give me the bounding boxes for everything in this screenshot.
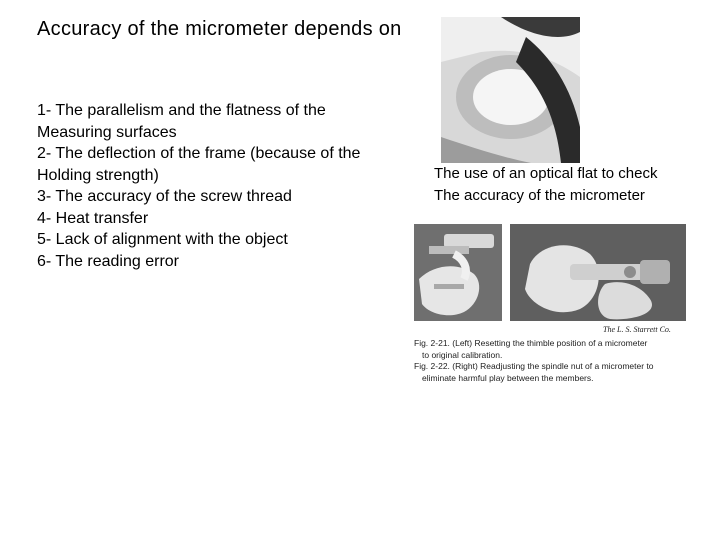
caption-line: The use of an optical flat to check	[434, 165, 658, 182]
photo-caption	[434, 163, 714, 206]
optical-flat-photo	[441, 17, 580, 163]
figure-caption-line: eliminate harmful play between the members.	[422, 372, 594, 383]
micrometer-photos	[414, 224, 686, 324]
photo-credit: The L. S. Starrett Co.	[603, 325, 671, 334]
figure-caption-line: Fig. 2-22. (Right) Readjusting the spindle nut of a micrometer to	[414, 361, 654, 371]
list-item: 4- Heat transfer	[37, 209, 149, 227]
slide-title: Accuracy of the micrometer depends on	[37, 18, 402, 40]
figure-caption-line: Fig. 2-21. (Left) Resetting the thimble position of a micrometer	[414, 338, 648, 348]
list-item: 3- The accuracy of the screw thread	[37, 188, 292, 205]
figure-caption-line: to original calibration.	[422, 349, 503, 360]
list-item: Measuring surfaces	[37, 123, 177, 141]
reset-thimble-photo	[414, 224, 502, 321]
readjust-spindle-photo	[510, 224, 686, 321]
list-item: 2- The deflection of the frame (because of the	[37, 145, 361, 162]
factor-list	[37, 100, 437, 272]
list-item: Holding strength)	[37, 166, 159, 184]
list-item: 6- The reading error	[37, 252, 179, 270]
list-item: 1- The parallelism and the flatness of the	[37, 102, 326, 119]
list-item: 5- Lack of alignment with the object	[37, 231, 288, 248]
caption-line: The accuracy of the micrometer	[434, 186, 645, 204]
figure-caption	[414, 338, 694, 384]
